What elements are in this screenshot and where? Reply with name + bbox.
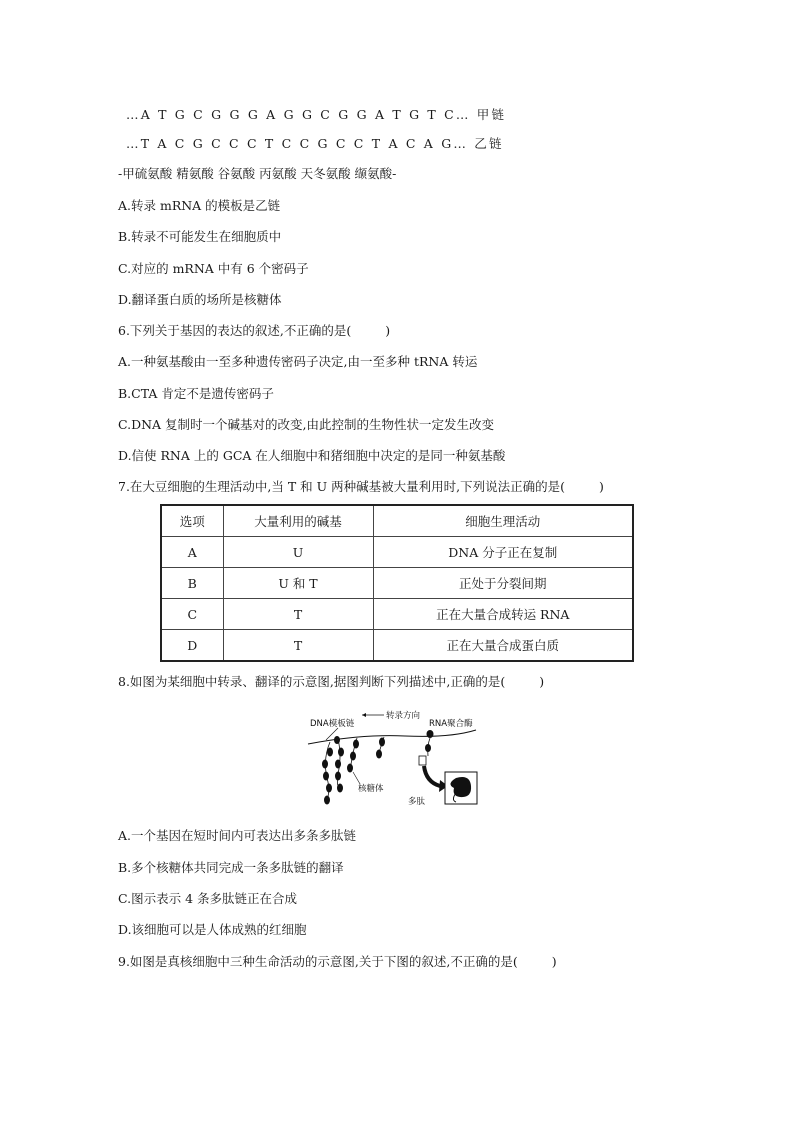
table-header-activity: 细胞生理活动 [373, 505, 633, 537]
q9-close-paren: ) [551, 954, 557, 969]
rna-polymerase-label: RNA聚合酶 [429, 719, 473, 729]
q5-option-b: B.转录不可能发生在细胞质中 [118, 229, 282, 244]
mrna-strand-4 [376, 737, 385, 759]
q6-option-c: C.DNA 复制时一个碱基对的改变,由此控制的生物性状一定发生改变 [118, 417, 495, 432]
table-header-row [161, 505, 633, 537]
table-row [161, 568, 633, 599]
sequence-chain-a: …A T G C G G G A G G C G G A T G T C… 甲链 [126, 107, 507, 122]
table-row [161, 630, 633, 662]
table-cell: U [223, 537, 373, 568]
mrna-strand-1 [322, 742, 333, 805]
zoom-arrow [424, 766, 440, 786]
table-cell: 正处于分裂间期 [373, 568, 633, 599]
zoom-box-small [419, 756, 426, 765]
table-cell: 正在大量合成转运 RNA [373, 599, 633, 630]
table-header-option: 选项 [161, 505, 223, 537]
q7-stem [118, 479, 604, 495]
q9-stem [118, 954, 557, 970]
q8-stem-text: 8.如图为某细胞中转录、翻译的示意图,据图判断下列描述中,正确的是( [118, 674, 506, 689]
q7-table [160, 504, 634, 662]
table-cell: T [223, 630, 373, 662]
table-row [161, 599, 633, 630]
table-cell: DNA 分子正在复制 [373, 537, 633, 568]
table-cell: 正在大量合成蛋白质 [373, 630, 633, 662]
ribosome-label: 核糖体 [358, 784, 384, 794]
table-cell: C [161, 599, 223, 630]
table-cell: B [161, 568, 223, 599]
ribosome-label-pointer [353, 772, 360, 784]
q8-option-b: B.多个核糖体共同完成一条多肽链的翻译 [118, 860, 344, 875]
q8-option-c: C.图示表示 4 条多肽链正在合成 [118, 891, 297, 906]
mrna-strand-3 [347, 738, 359, 773]
table-cell: A [161, 537, 223, 568]
peptide-label: 多肽 [408, 797, 426, 807]
table-header-base: 大量利用的碱基 [223, 505, 373, 537]
rna-polymerase [427, 730, 434, 738]
q5-option-a: A.转录 mRNA 的模板是乙链 [118, 198, 281, 213]
q5-option-d: D.翻译蛋白质的场所是核糖体 [118, 292, 282, 307]
q8-option-d: D.该细胞可以是人体成熟的红细胞 [118, 922, 307, 937]
q6-option-d: D.信使 RNA 上的 GCA 在人细胞中和猪细胞中决定的是同一种氨基酸 [118, 448, 506, 463]
sequence-chain-b: …T A C G C C C T C C G C C T A C A G… 乙链 [126, 136, 504, 151]
transcription-translation-figure [300, 706, 480, 810]
direction-label: 转录方向 [386, 711, 421, 721]
q8-option-a: A.一个基因在短时间内可表达出多条多肽链 [118, 828, 357, 843]
table-cell: D [161, 630, 223, 662]
amino-acid-sequence: -甲硫氨酸 精氨酸 谷氨酸 丙氨酸 天冬氨酸 缬氨酸- [118, 166, 397, 181]
table-cell: U 和 T [223, 568, 373, 599]
arrow-head-icon [362, 713, 366, 717]
q6-stem [118, 323, 390, 339]
q9-stem-text: 9.如图是真核细胞中三种生命活动的示意图,关于下图的叙述,不正确的是( [118, 954, 518, 969]
q7-close-paren: ) [599, 479, 604, 494]
q7-stem-text: 7.在大豆细胞的生理活动中,当 T 和 U 两种碱基被大量利用时,下列说法正确的是( [118, 479, 566, 494]
dna-template-strand [308, 730, 476, 744]
q8-stem [118, 674, 544, 690]
table-cell: T [223, 599, 373, 630]
q6-close-paren: ) [385, 323, 391, 338]
q6-option-b: B.CTA 肯定不是遗传密码子 [118, 386, 274, 401]
ribosome-dot [425, 744, 431, 752]
table-row [161, 537, 633, 568]
mrna-strand-2 [334, 736, 344, 793]
q5-option-c: C.对应的 mRNA 中有 6 个密码子 [118, 261, 309, 276]
q8-close-paren: ) [539, 674, 545, 689]
dna-template-label: DNA模板链 [310, 719, 355, 729]
q6-stem-text: 6.下列关于基因的表达的叙述,不正确的是( [118, 323, 352, 338]
q6-option-a: A.一种氨基酸由一至多种遗传密码子决定,由一至多种 tRNA 转运 [118, 354, 478, 369]
